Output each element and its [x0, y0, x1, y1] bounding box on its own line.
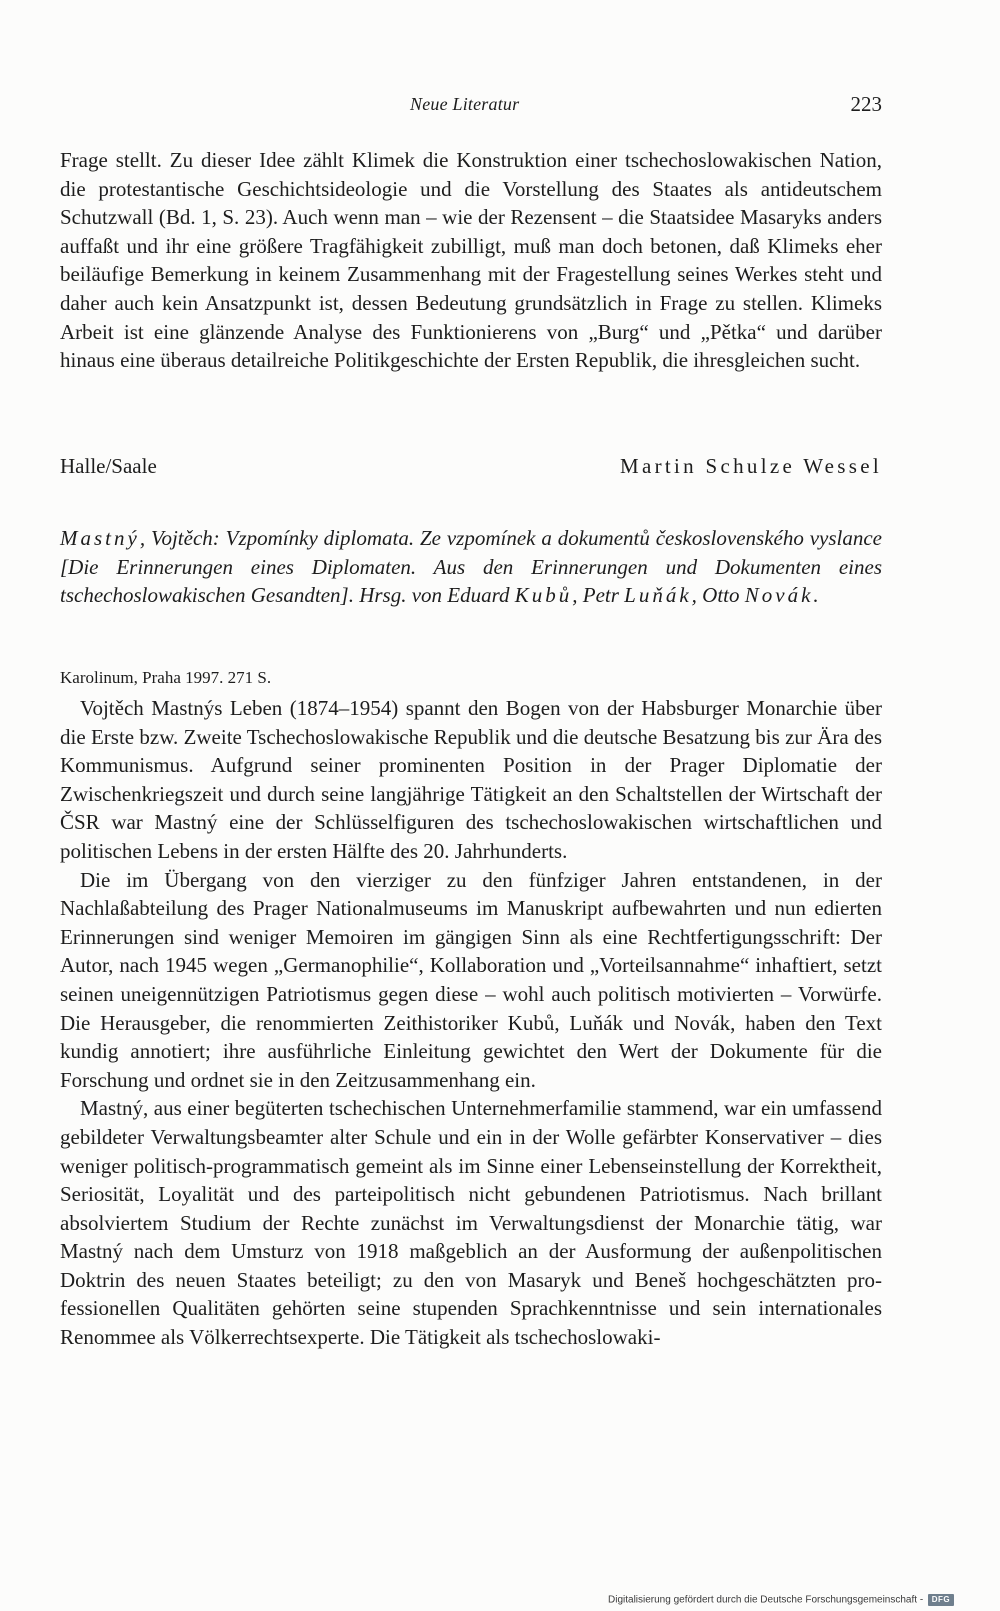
- review2-body: [60, 694, 882, 1352]
- review1-paragraph: Frage stellt. Zu dieser Idee zählt Klimek die Konstruktion einer tschechoslowakischen Nation, die protestantische Geschichtsideologie und die Vorstellung des Staates als antideutschem Schutzwall (Bd. 1, S. 23). Auch wenn man – wie der Rezensent – die Staatsidee Masaryks anders auffaßt und ihr eine größere Tragfähigkeit zubilligt, muß man doch betonen, daß Klimeks eher beiläufige Bemerkung in keinem Zusammenhang mit der Fragestellung seines Werkes steht und daher auch kein Ansatzpunkt ist, dessen Bedeutung grundsätzlich in Frage zu stellen. Klimeks Arbeit ist eine glänzende Analyse des Funktionierens von „Burg“ und „Pětka“ und darüber hinaus eine überaus detailreiche Politikgeschichte der Ersten Republik, die ihresgleichen sucht.: [60, 148, 882, 373]
- page-header: [60, 94, 882, 124]
- review2-paragraph-1: Vojtěch Mastnýs Leben (1874–1954) spannt den Bogen von der Habsburger Monarchie über die Erste bzw. Zweite Tschechoslowakische Republik und die deutsche Besatzung bis zur Ära des Kommunismus. Aufgrund seiner prominenten Position in der Prager Diplomatie der Zwischenkriegszeit und durch seine langjährige Tätigkeit an den Schaltstellen der Wirtschaft der ČSR war Mastný eine der Schlüsselfiguren des tschechoslowakischen wirtschaftlichen und politischen Lebens in der ersten Hälfte des 20. Jahrhunderts.: [60, 696, 882, 863]
- review2-citation: [60, 524, 882, 610]
- citation-title: , Vojtěch: Vzpomínky diplomata. Ze vzpomínek a dokumentů československého vyslance [Die Erinnerungen eines Diplomaten. Aus den Erinnerungen und Dokumenten eines tschechoslowakischen Gesandten]. Hrsg. von Eduard: [60, 526, 882, 607]
- review1-signature: [60, 454, 882, 484]
- review1-reviewer: Martin Schulze Wessel: [619, 454, 882, 478]
- running-head: Neue Literatur: [410, 94, 520, 114]
- review2-paragraph-2: Die im Übergang von den vierziger zu den fünfziger Jahren entstandenen, in der Nachlaßabteilung des Prager Nationalmuseums im Manuskript aufbewahrten und nun edierten Erinnerungen sind weniger Memoiren im gängigen Sinn als eine Rechtfertigungsschrift: Der Autor, nach 1945 wegen „Germanophilie“, Kollaboration und „Vorteilsannahme“ inhaftiert, setzt seinen uneigennützigen Patriotismus gegen diese – wohl auch politisch motivierten – Vorwürfe. Die Herausgeber, die renommierten Zeithistoriker Kubů, Luňák und Novák, haben den Text kundig annotiert; ihre ausführliche Einleitung gewichtet den Wert der Dokumente für die Forschung und ordnet sie in den Zeitzusammenhang ein.: [60, 867, 882, 1092]
- citation-sep1: , Petr: [572, 583, 625, 607]
- citation-text: [60, 524, 882, 610]
- footer-text: Digitalisierung gefördert durch die Deutsche Forschungsgemeinschaft -: [608, 1594, 924, 1606]
- citation-sep2: , Otto: [691, 583, 745, 607]
- citation-end: .: [813, 583, 819, 607]
- citation-author-last: Mastný: [60, 526, 140, 550]
- page-number: 223: [850, 92, 882, 116]
- review2-paragraph-3: Mastný, aus einer begüterten tschechischen Unternehmerfamilie stammend, war ein umfassend gebildeter Verwaltungsbeamter alter Schule und ein in der Wolle gefärbter Konservativer – dies weniger politisch-programmatisch gemeint als im Sinne einer Lebenseinstellung der Korrektheit, Seriosität, Loyalität und des parteipolitisch nicht gebundenen Patriotismus. Nach brillant absolviertem Studium der Rechte zunächst im Verwaltungsdienst der Monarchie tätig, war Mastný nach dem Umsturz von 1918 maßgeblich an der Ausformung der außenpolitischen Doktrin des neuen Staates beteiligt; zu den von Masaryk und Beneš hochgeschätzten professionellen Qualitäten gehörten seine stupenden Sprachkenntnisse und sein internationales Renommee als Völkerrechtsexperte. Die Tätigkeit als tschechoslowaki-: [60, 1096, 882, 1350]
- citation-editor3: Novák: [744, 583, 814, 607]
- citation-editor1: Kubů: [514, 583, 573, 607]
- digitization-footer: [608, 1594, 954, 1606]
- review1-place: Halle/Saale: [60, 454, 157, 478]
- citation-editor2: Luňák: [624, 583, 692, 607]
- review2-publisher: Karolinum, Praha 1997. 271 S.: [60, 668, 272, 687]
- dfg-logo: DFG: [928, 1594, 954, 1606]
- review1-body: [60, 146, 882, 375]
